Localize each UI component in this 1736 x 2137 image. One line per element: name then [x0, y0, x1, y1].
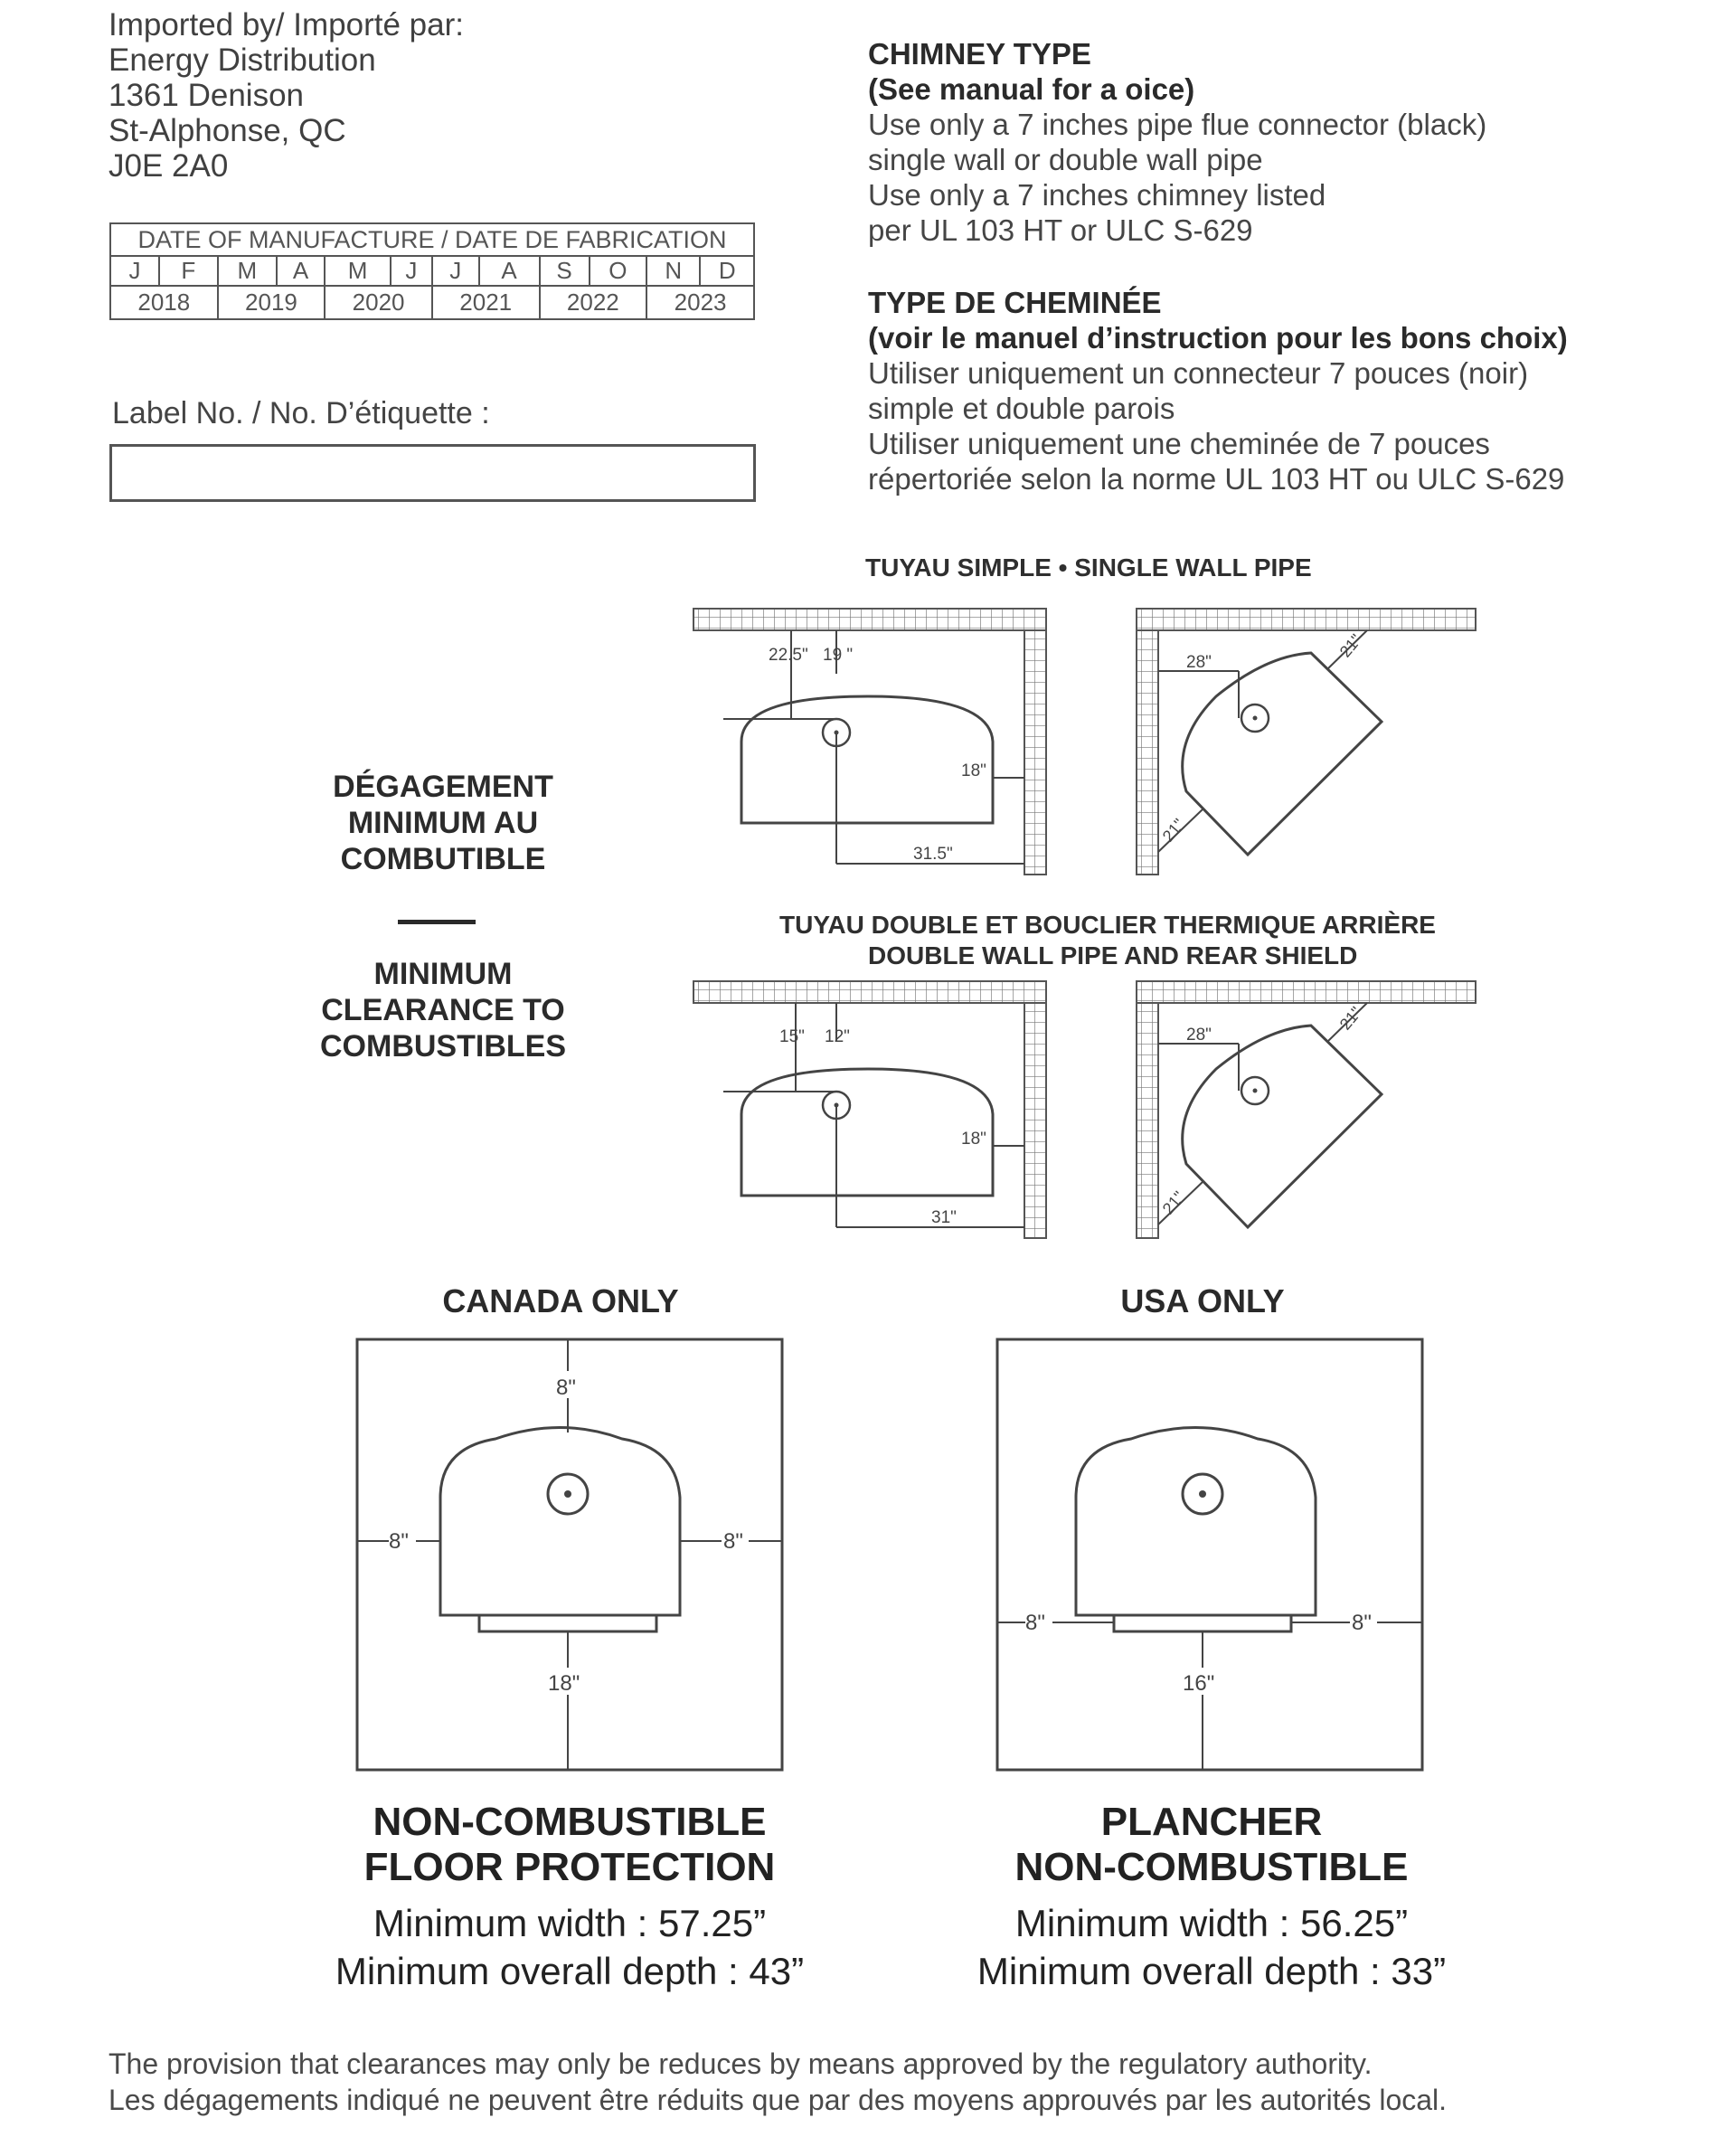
month-cell[interactable]: A	[479, 256, 540, 286]
year-cell[interactable]: 2019	[218, 286, 326, 319]
clearance-line: MINIMUM AU	[347, 806, 539, 840]
double-left-dim-b: 12"	[825, 1027, 850, 1046]
year-cell[interactable]: 2020	[325, 286, 432, 319]
month-cell[interactable]: S	[540, 256, 590, 286]
chimney-type-info	[868, 36, 1568, 496]
month-cell[interactable]: M	[325, 256, 391, 286]
heading-divider	[398, 920, 476, 924]
year-cell[interactable]: 2021	[432, 286, 540, 319]
double-corner-dim-a: 28"	[1186, 1026, 1212, 1045]
usa-title-line1: PLANCHER	[1100, 1800, 1323, 1844]
usa-min-width: Minimum width : 56.25”	[1014, 1902, 1409, 1944]
canada-title-line2: FLOOR PROTECTION	[363, 1845, 776, 1889]
manufacture-date-table	[109, 222, 755, 320]
chimney-line-en: single wall or double wall pipe	[868, 143, 1263, 176]
importer-line: Energy Distribution	[108, 43, 376, 78]
double-corner-dim-c: 21"	[1158, 1187, 1189, 1218]
manufacture-header: DATE OF MANUFACTURE / DATE DE FABRICATION	[110, 223, 754, 256]
single-corner-dim-b: 21"	[1335, 630, 1366, 661]
clearance-line: MINIMUM	[373, 957, 513, 991]
chimney-subheading-en: (See manual for a oice)	[868, 72, 1195, 106]
canada-min-depth: Minimum overall depth : 43”	[335, 1950, 805, 1992]
canada-right-dim: 8"	[723, 1529, 743, 1554]
clearance-line: DÉGAGEMENT	[333, 770, 553, 804]
single-bottom-dim: 31.5"	[913, 845, 953, 864]
importer-line: Imported by/ Importé par:	[108, 7, 464, 43]
clearance-heading-fr	[271, 769, 615, 877]
usa-heading: USA ONLY	[1120, 1282, 1285, 1319]
clearance-line: COMBUTIBLE	[340, 842, 546, 876]
importer-address	[108, 7, 464, 184]
label-number-caption: Label No. / No. D’étiquette :	[112, 396, 490, 430]
chimney-line-fr: Utiliser uniquement un connecteur 7 pouces (noir)	[868, 356, 1529, 390]
usa-title-line2: NON-COMBUSTIBLE	[1014, 1845, 1409, 1889]
importer-line: St-Alphonse, QC	[108, 113, 346, 148]
importer-line: J0E 2A0	[108, 148, 229, 184]
single-wall-front-diagram	[687, 606, 1049, 877]
month-cell[interactable]: N	[646, 256, 700, 286]
month-cell[interactable]: J	[391, 256, 432, 286]
chimney-heading-en: CHIMNEY TYPE	[868, 37, 1091, 71]
chimney-line-fr: simple et double parois	[868, 392, 1175, 425]
month-cell[interactable]: F	[159, 256, 218, 286]
year-cell[interactable]: 2018	[110, 286, 218, 319]
footer-line-en: The provision that clearances may only be reduces by means approved by the regulatory authority.	[108, 2047, 1373, 2080]
single-corner-dim-c: 21"	[1158, 815, 1189, 846]
usa-front-dim: 16"	[1183, 1671, 1215, 1696]
double-wall-front-diagram	[687, 979, 1049, 1241]
single-wall-title: TUYAU SIMPLE • SINGLE WALL PIPE	[865, 553, 1312, 582]
canada-floor-diagram	[353, 1335, 787, 1774]
single-corner-dim-a: 28"	[1186, 653, 1212, 672]
month-cell[interactable]: J	[110, 256, 159, 286]
usa-min-depth: Minimum overall depth : 33”	[976, 1950, 1447, 1992]
double-bottom-dim: 31"	[931, 1208, 957, 1227]
double-wall-title-en: DOUBLE WALL PIPE AND REAR SHIELD	[868, 941, 1358, 969]
canada-top-dim: 8"	[556, 1376, 576, 1400]
chimney-line-fr: répertoriée selon la norme UL 103 HT ou ULC S-629	[868, 462, 1565, 496]
chimney-subheading-fr: (voir le manuel d’instruction pour les bons choix)	[868, 321, 1568, 355]
clearance-heading-en	[271, 956, 615, 1064]
usa-floor-diagram	[993, 1335, 1427, 1774]
clearance-line: CLEARANCE TO	[321, 993, 565, 1027]
canada-title-line1: NON-COMBUSTIBLE	[373, 1800, 767, 1844]
canada-heading: CANADA ONLY	[442, 1282, 679, 1319]
year-cell[interactable]: 2022	[540, 286, 647, 319]
double-left-dim-a: 15"	[779, 1027, 805, 1046]
month-cell[interactable]: J	[432, 256, 479, 286]
usa-right-dim: 8"	[1352, 1611, 1372, 1635]
single-left-dim-a: 22.5"	[769, 646, 808, 665]
year-cell[interactable]: 2023	[646, 286, 754, 319]
canada-front-dim: 18"	[548, 1671, 580, 1696]
month-cell[interactable]: M	[218, 256, 277, 286]
single-wall-corner-diagram	[1130, 606, 1483, 877]
month-cell[interactable]: D	[700, 256, 754, 286]
importer-line: 1361 Denison	[108, 78, 304, 113]
chimney-line-fr: Utiliser uniquement une cheminée de 7 pouces	[868, 427, 1490, 460]
single-left-dim-b: 19 "	[823, 646, 854, 665]
chimney-line-en: per UL 103 HT or ULC S-629	[868, 213, 1253, 247]
double-wall-title-fr: TUYAU DOUBLE ET BOUCLIER THERMIQUE ARRIÈRE	[779, 911, 1436, 939]
clearance-line: COMBUSTIBLES	[320, 1029, 566, 1064]
usa-left-dim: 8"	[1025, 1611, 1045, 1635]
month-cell[interactable]: A	[277, 256, 325, 286]
chimney-line-en: Use only a 7 inches pipe flue connector (black)	[868, 108, 1487, 141]
month-cell[interactable]: O	[590, 256, 646, 286]
single-side-dim: 18"	[961, 761, 986, 780]
footer-line-fr: Les dégagements indiqué ne peuvent être réduits que par des moyens approuvés par les autorités local.	[108, 2084, 1448, 2116]
chimney-line-en: Use only a 7 inches chimney listed	[868, 178, 1326, 212]
label-number-field[interactable]	[109, 444, 756, 502]
footer-notice	[108, 2046, 1447, 2118]
double-corner-dim-b: 21"	[1335, 1003, 1366, 1034]
double-wall-corner-diagram	[1130, 979, 1483, 1241]
double-side-dim: 18"	[961, 1130, 986, 1149]
canada-min-width: Minimum width : 57.25”	[373, 1902, 767, 1944]
canada-left-dim: 8"	[389, 1529, 409, 1554]
chimney-heading-fr: TYPE DE CHEMINÉE	[868, 286, 1162, 319]
